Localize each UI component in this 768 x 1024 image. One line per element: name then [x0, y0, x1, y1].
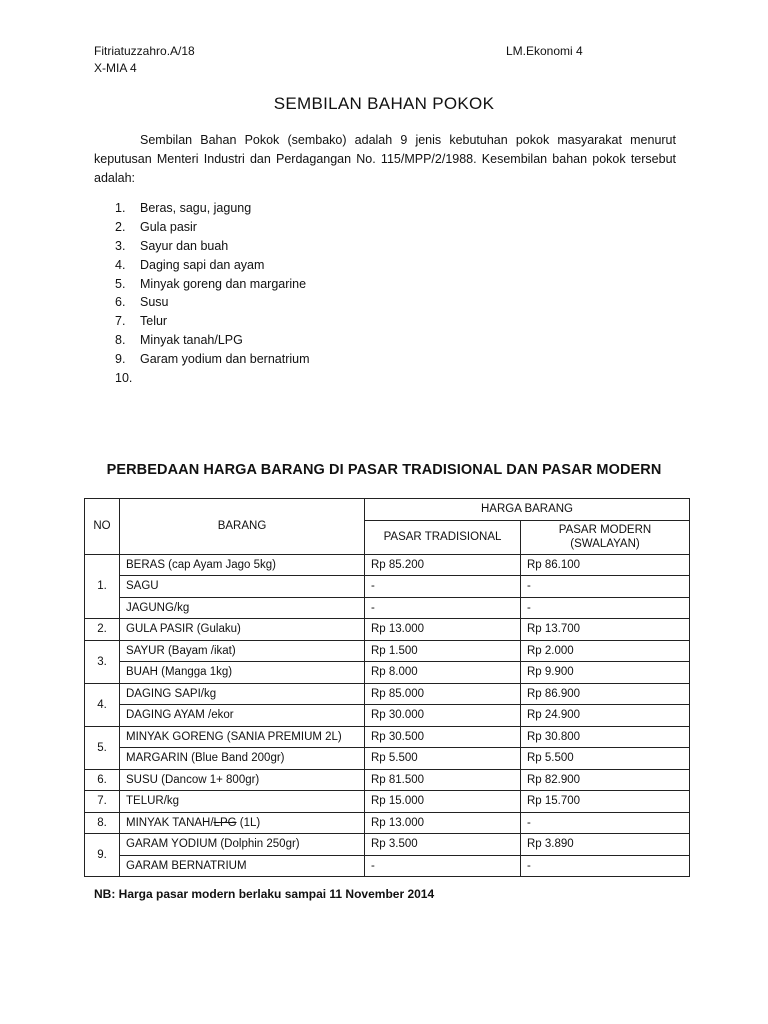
- cell-harga-modern: Rp 30.800: [521, 726, 690, 748]
- list-item-text: Garam yodium dan bernatrium: [140, 352, 310, 367]
- document-code: LM.Ekonomi 4: [506, 44, 583, 58]
- list-item: [115, 369, 310, 388]
- price-table-body: [85, 554, 690, 877]
- table-row: [85, 834, 690, 856]
- cell-harga-modern: Rp 2.000: [521, 640, 690, 662]
- list-item: [115, 275, 310, 294]
- list-item-text: Sayur dan buah: [140, 238, 229, 253]
- cell-barang: SAGU: [120, 576, 365, 598]
- list-item-number: 2.: [115, 219, 126, 234]
- list-item-text: Gula pasir: [140, 219, 197, 234]
- footnote: NB: Harga pasar modern berlaku sampai 11 November 2014: [94, 887, 435, 901]
- cell-harga-modern: -: [521, 576, 690, 598]
- list-item-number: 8.: [115, 333, 126, 348]
- list-item-text: Minyak tanah/LPG: [140, 333, 243, 348]
- sembako-list: [115, 199, 310, 388]
- cell-no: 2.: [85, 619, 120, 641]
- list-item: [115, 293, 310, 312]
- list-item-number: 10.: [115, 371, 133, 386]
- cell-harga-tradisional: Rp 1.500: [365, 640, 521, 662]
- list-item-number: 6.: [115, 295, 126, 310]
- cell-harga-modern: Rp 24.900: [521, 705, 690, 727]
- table-row: [85, 619, 690, 641]
- list-item: [115, 331, 310, 350]
- table-row: [85, 640, 690, 662]
- cell-harga-tradisional: Rp 8.000: [365, 662, 521, 684]
- price-table: [84, 498, 690, 877]
- cell-harga-tradisional: Rp 85.200: [365, 554, 521, 576]
- cell-harga-tradisional: Rp 81.500: [365, 769, 521, 791]
- header-pasar-tradisional: PASAR TRADISIONAL: [365, 520, 521, 554]
- cell-barang-part: (1L): [236, 816, 261, 829]
- table-row: [85, 812, 690, 834]
- cell-harga-modern: Rp 15.700: [521, 791, 690, 813]
- cell-no: 1.: [85, 554, 120, 619]
- cell-harga-modern: Rp 9.900: [521, 662, 690, 684]
- cell-harga-tradisional: -: [365, 597, 521, 619]
- cell-harga-modern: -: [521, 597, 690, 619]
- cell-harga-modern: Rp 3.890: [521, 834, 690, 856]
- cell-harga-tradisional: Rp 13.000: [365, 812, 521, 834]
- table-row: [85, 769, 690, 791]
- list-item-number: 9.: [115, 352, 126, 367]
- cell-no: 4.: [85, 683, 120, 726]
- table-title: PERBEDAAN HARGA BARANG DI PASAR TRADISIONAL DAN PASAR MODERN: [106, 462, 662, 478]
- cell-harga-tradisional: -: [365, 855, 521, 877]
- list-item: [115, 199, 310, 218]
- table-row: [85, 748, 690, 770]
- list-item: [115, 350, 310, 369]
- cell-no: 3.: [85, 640, 120, 683]
- list-item: [115, 312, 310, 331]
- cell-barang: BUAH (Mangga 1kg): [120, 662, 365, 684]
- cell-harga-tradisional: Rp 5.500: [365, 748, 521, 770]
- cell-barang: GULA PASIR (Gulaku): [120, 619, 365, 641]
- cell-harga-tradisional: Rp 30.000: [365, 705, 521, 727]
- page-title: SEMBILAN BAHAN POKOK: [273, 94, 495, 113]
- cell-no: 8.: [85, 812, 120, 834]
- cell-barang: BERAS (cap Ayam Jago 5kg): [120, 554, 365, 576]
- cell-harga-modern: Rp 5.500: [521, 748, 690, 770]
- list-item: [115, 256, 310, 275]
- list-item-number: 5.: [115, 276, 126, 291]
- table-row: [85, 791, 690, 813]
- cell-barang: [120, 812, 365, 834]
- list-item-number: 7.: [115, 314, 126, 329]
- header-pasar-modern: [521, 520, 690, 554]
- cell-no: 6.: [85, 769, 120, 791]
- cell-harga-modern: -: [521, 812, 690, 834]
- cell-barang: GARAM YODIUM (Dolphin 250gr): [120, 834, 365, 856]
- header-no: NO: [85, 499, 120, 555]
- cell-harga-tradisional: Rp 85.000: [365, 683, 521, 705]
- cell-no: 9.: [85, 834, 120, 877]
- list-item-number: 3.: [115, 238, 126, 253]
- cell-harga-tradisional: Rp 15.000: [365, 791, 521, 813]
- class-name: X-MIA 4: [94, 61, 137, 75]
- cell-harga-modern: Rp 82.900: [521, 769, 690, 791]
- cell-no: 5.: [85, 726, 120, 769]
- table-row: [85, 705, 690, 727]
- list-item-text: Daging sapi dan ayam: [140, 257, 265, 272]
- cell-harga-tradisional: Rp 13.000: [365, 619, 521, 641]
- cell-barang: MARGARIN (Blue Band 200gr): [120, 748, 365, 770]
- list-item-number: 4.: [115, 257, 126, 272]
- cell-barang: TELUR/kg: [120, 791, 365, 813]
- cell-barang: SUSU (Dancow 1+ 800gr): [120, 769, 365, 791]
- table-row: [85, 726, 690, 748]
- cell-barang: DAGING SAPI/kg: [120, 683, 365, 705]
- table-row: [85, 662, 690, 684]
- cell-barang: MINYAK GORENG (SANIA PREMIUM 2L): [120, 726, 365, 748]
- table-row: [85, 683, 690, 705]
- cell-harga-modern: -: [521, 855, 690, 877]
- header-harga-barang: HARGA BARANG: [365, 499, 690, 521]
- cell-harga-modern: Rp 86.900: [521, 683, 690, 705]
- header-pasar-modern-sub: (SWALAYAN): [570, 538, 640, 550]
- cell-barang: JAGUNG/kg: [120, 597, 365, 619]
- table-row: [85, 855, 690, 877]
- table-row: [85, 576, 690, 598]
- list-item-text: Susu: [140, 295, 169, 310]
- cell-barang: GARAM BERNATRIUM: [120, 855, 365, 877]
- list-item-number: 1.: [115, 201, 126, 215]
- table-row: [85, 597, 690, 619]
- cell-harga-modern: Rp 13.700: [521, 619, 690, 641]
- cell-harga-tradisional: Rp 30.500: [365, 726, 521, 748]
- list-item-text: Beras, sagu, jagung: [140, 201, 252, 215]
- cell-barang-part: MINYAK TANAH/: [126, 816, 214, 829]
- header-pasar-modern-label: PASAR MODERN: [558, 524, 652, 536]
- list-item-text: Minyak goreng dan margarine: [140, 276, 307, 291]
- struck-text: LPG: [213, 816, 237, 829]
- cell-harga-tradisional: Rp 3.500: [365, 834, 521, 856]
- cell-harga-tradisional: -: [365, 576, 521, 598]
- header-barang: BARANG: [120, 499, 365, 555]
- list-item: [115, 218, 310, 237]
- cell-harga-modern: Rp 86.100: [521, 554, 690, 576]
- cell-barang: SAYUR (Bayam /ikat): [120, 640, 365, 662]
- intro-paragraph: Sembilan Bahan Pokok (sembako) adalah 9 jenis kebutuhan pokok masyarakat menurut keputusan Menteri Industri dan Perdagangan No. 115/MPP/2/1988. Kesembilan bahan pokok tersebut adalah:: [94, 133, 676, 185]
- list-item-text: Telur: [140, 314, 168, 329]
- cell-no: 7.: [85, 791, 120, 813]
- cell-barang: DAGING AYAM /ekor: [120, 705, 365, 727]
- author-name: Fitriatuzzahro.A/18: [94, 44, 195, 58]
- list-item: [115, 237, 310, 256]
- table-row: [85, 554, 690, 576]
